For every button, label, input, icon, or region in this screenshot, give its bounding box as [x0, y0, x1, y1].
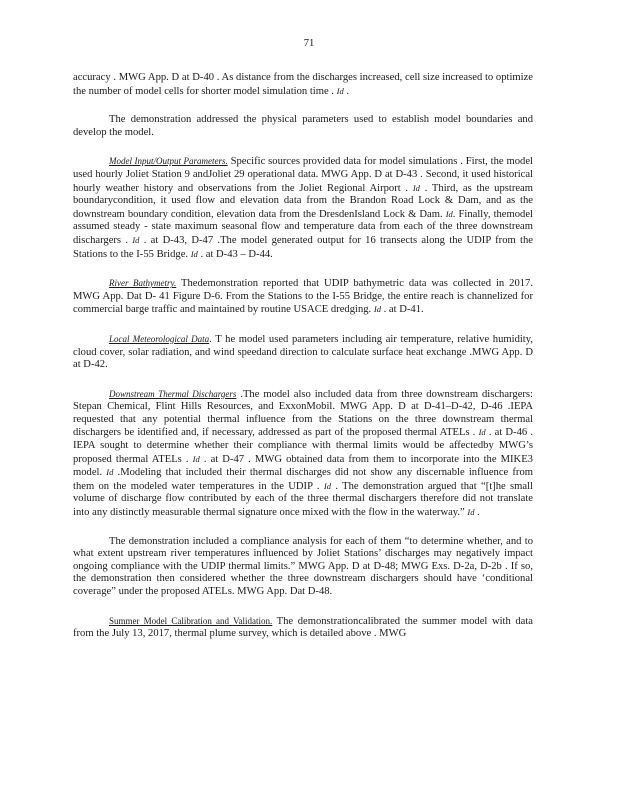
paragraph-text: . Finally, themodel assumed steady - state maximum seasonal flow and temperature data from each of the three downstream dischargers .: [73, 208, 533, 246]
paragraph: [73, 388, 533, 520]
paragraph-text: . at D-47 . MWG obtained data from them to incorporate into the MIKE3 model.: [73, 453, 533, 479]
paragraph: [73, 114, 533, 139]
paragraph-text: .: [343, 85, 349, 97]
paragraph-text: . at D-43 – D-44.: [197, 248, 273, 260]
paragraph-text: accuracy . MWG App. D at D-40 . As distance from the discharges increased, cell size increased to optimize the number of model cells for shorter model simulation time .: [73, 72, 533, 97]
paragraph-text: Thedemonstration reported that UDIP bathymetric data was collected in 2017. MWG App. Dat D- 41 Figure D-6. From the Stations to the I-55 Bridge, the entire reach is channelized for commercial barge traffic and maintained by routine USACE dredging.: [73, 278, 533, 316]
citation-id: Id: [192, 453, 200, 464]
paragraph-text: The demonstrationcalibrated the summer model with data from the July 13, 2017, thermal plume survey, which is detailed above . MWG: [73, 615, 533, 640]
paragraph-text: The demonstration included a compliance analysis for each of them “to determine whether, and to what extent upstream river temperatures influenced by Joliet Stations’ discharges may negatively impact ongoing compliance with the UDIP thermal limits.” MWG App. D at D-48; MWG Exs. D-2a, D-2b . If so, the demonstration then considered whether the three downstream dischargers should have ‘conditional coverage” under the proposed ATELs. MWG App. Dat D-48.: [73, 535, 533, 597]
citation-id: Id: [467, 507, 475, 518]
paragraph-text: . at D-46 . IEPA sought to determine whether their compliance with thermal limits would be affectedby MWG’s proposed thermal ATELs .: [73, 427, 533, 465]
citation-id: Id: [336, 85, 344, 96]
citation-id: Id: [412, 182, 420, 193]
paragraph-text: .Modeling that included their thermal discharges did not show any discernable influence from them on the modeled water temperatures in the UDIP .: [73, 467, 533, 492]
paragraph: [73, 277, 533, 317]
citation-id: Id: [445, 208, 453, 219]
citation-id: Id: [478, 427, 486, 438]
paragraph-text: . Third, as the upstream boundarycondition, it used flow and elevation data from the Brandon Road Lock & Dam, and as the downstream boundary condition, elevation data from the DresdenIsland Lock & Dam.: [73, 182, 533, 220]
section-heading: River Bathymetry.: [109, 278, 177, 289]
citation-id: Id: [323, 480, 331, 491]
paragraph: [73, 333, 533, 372]
citation-id: Id: [132, 234, 140, 245]
paragraph: [73, 536, 533, 599]
citation-id: Id: [373, 304, 381, 315]
section-heading: Local Meteorological Data: [109, 333, 210, 344]
paragraph: [73, 615, 533, 641]
paragraph: [73, 72, 533, 98]
paragraph-text: The demonstration addressed the physical parameters used to establish model boundaries and develop the model.: [73, 114, 533, 138]
citation-id: Id: [106, 467, 114, 478]
body-text: [73, 72, 533, 641]
paragraph-text: . The demonstration argued that “[t]he small volume of discharge flow contributed by each of the three thermal dischargers therefore did not translate into any distinctly measurable thermal signature once mixed with the flow in the waterway.”: [73, 480, 533, 519]
paragraph-text: . at D-43, D-47 .The model generated output for 16 transects along the UDIP from the Stations to the I-55 Bridge.: [73, 234, 533, 260]
section-heading: Downstream Thermal Dischargers: [109, 388, 237, 399]
paragraph-text: Specific sources provided data for model simulations . First, the model used hourly Joliet Station 9 andJoliet 29 operational data. MWG App. D at D-43 . Second, it used historical hourly weather history and observations from the Joliet Regional Airport .: [73, 156, 533, 194]
section-heading: Model Input/Output Parameters.: [109, 156, 228, 167]
paragraph: [73, 155, 533, 261]
paragraph-text: . at D-41.: [380, 304, 424, 316]
paragraph-text: .The model also included data from three downstream dischargers: Stepan Chemical, Flint Hills Resources, and ExxonMobil. MWG App. D at D-41–D-42, D-46 .IEPA requested that any potential thermal influence from the Stations on the three downstream thermal dischargers be identified and, if necessary, addressed as part of the proposed thermal ATELs .: [73, 388, 533, 439]
section-heading: Summer Model Calibration and Validation.: [109, 615, 273, 626]
paragraph-text: . T he model used parameters including air temperature, relative humidity, cloud cover, solar radiation, and wind speedand direction to calculate surface heat exchange .MWG App. D at D-42.: [73, 333, 534, 371]
page-number: 71: [303, 38, 315, 49]
citation-id: Id: [190, 248, 198, 259]
paragraph-text: .: [474, 507, 480, 519]
